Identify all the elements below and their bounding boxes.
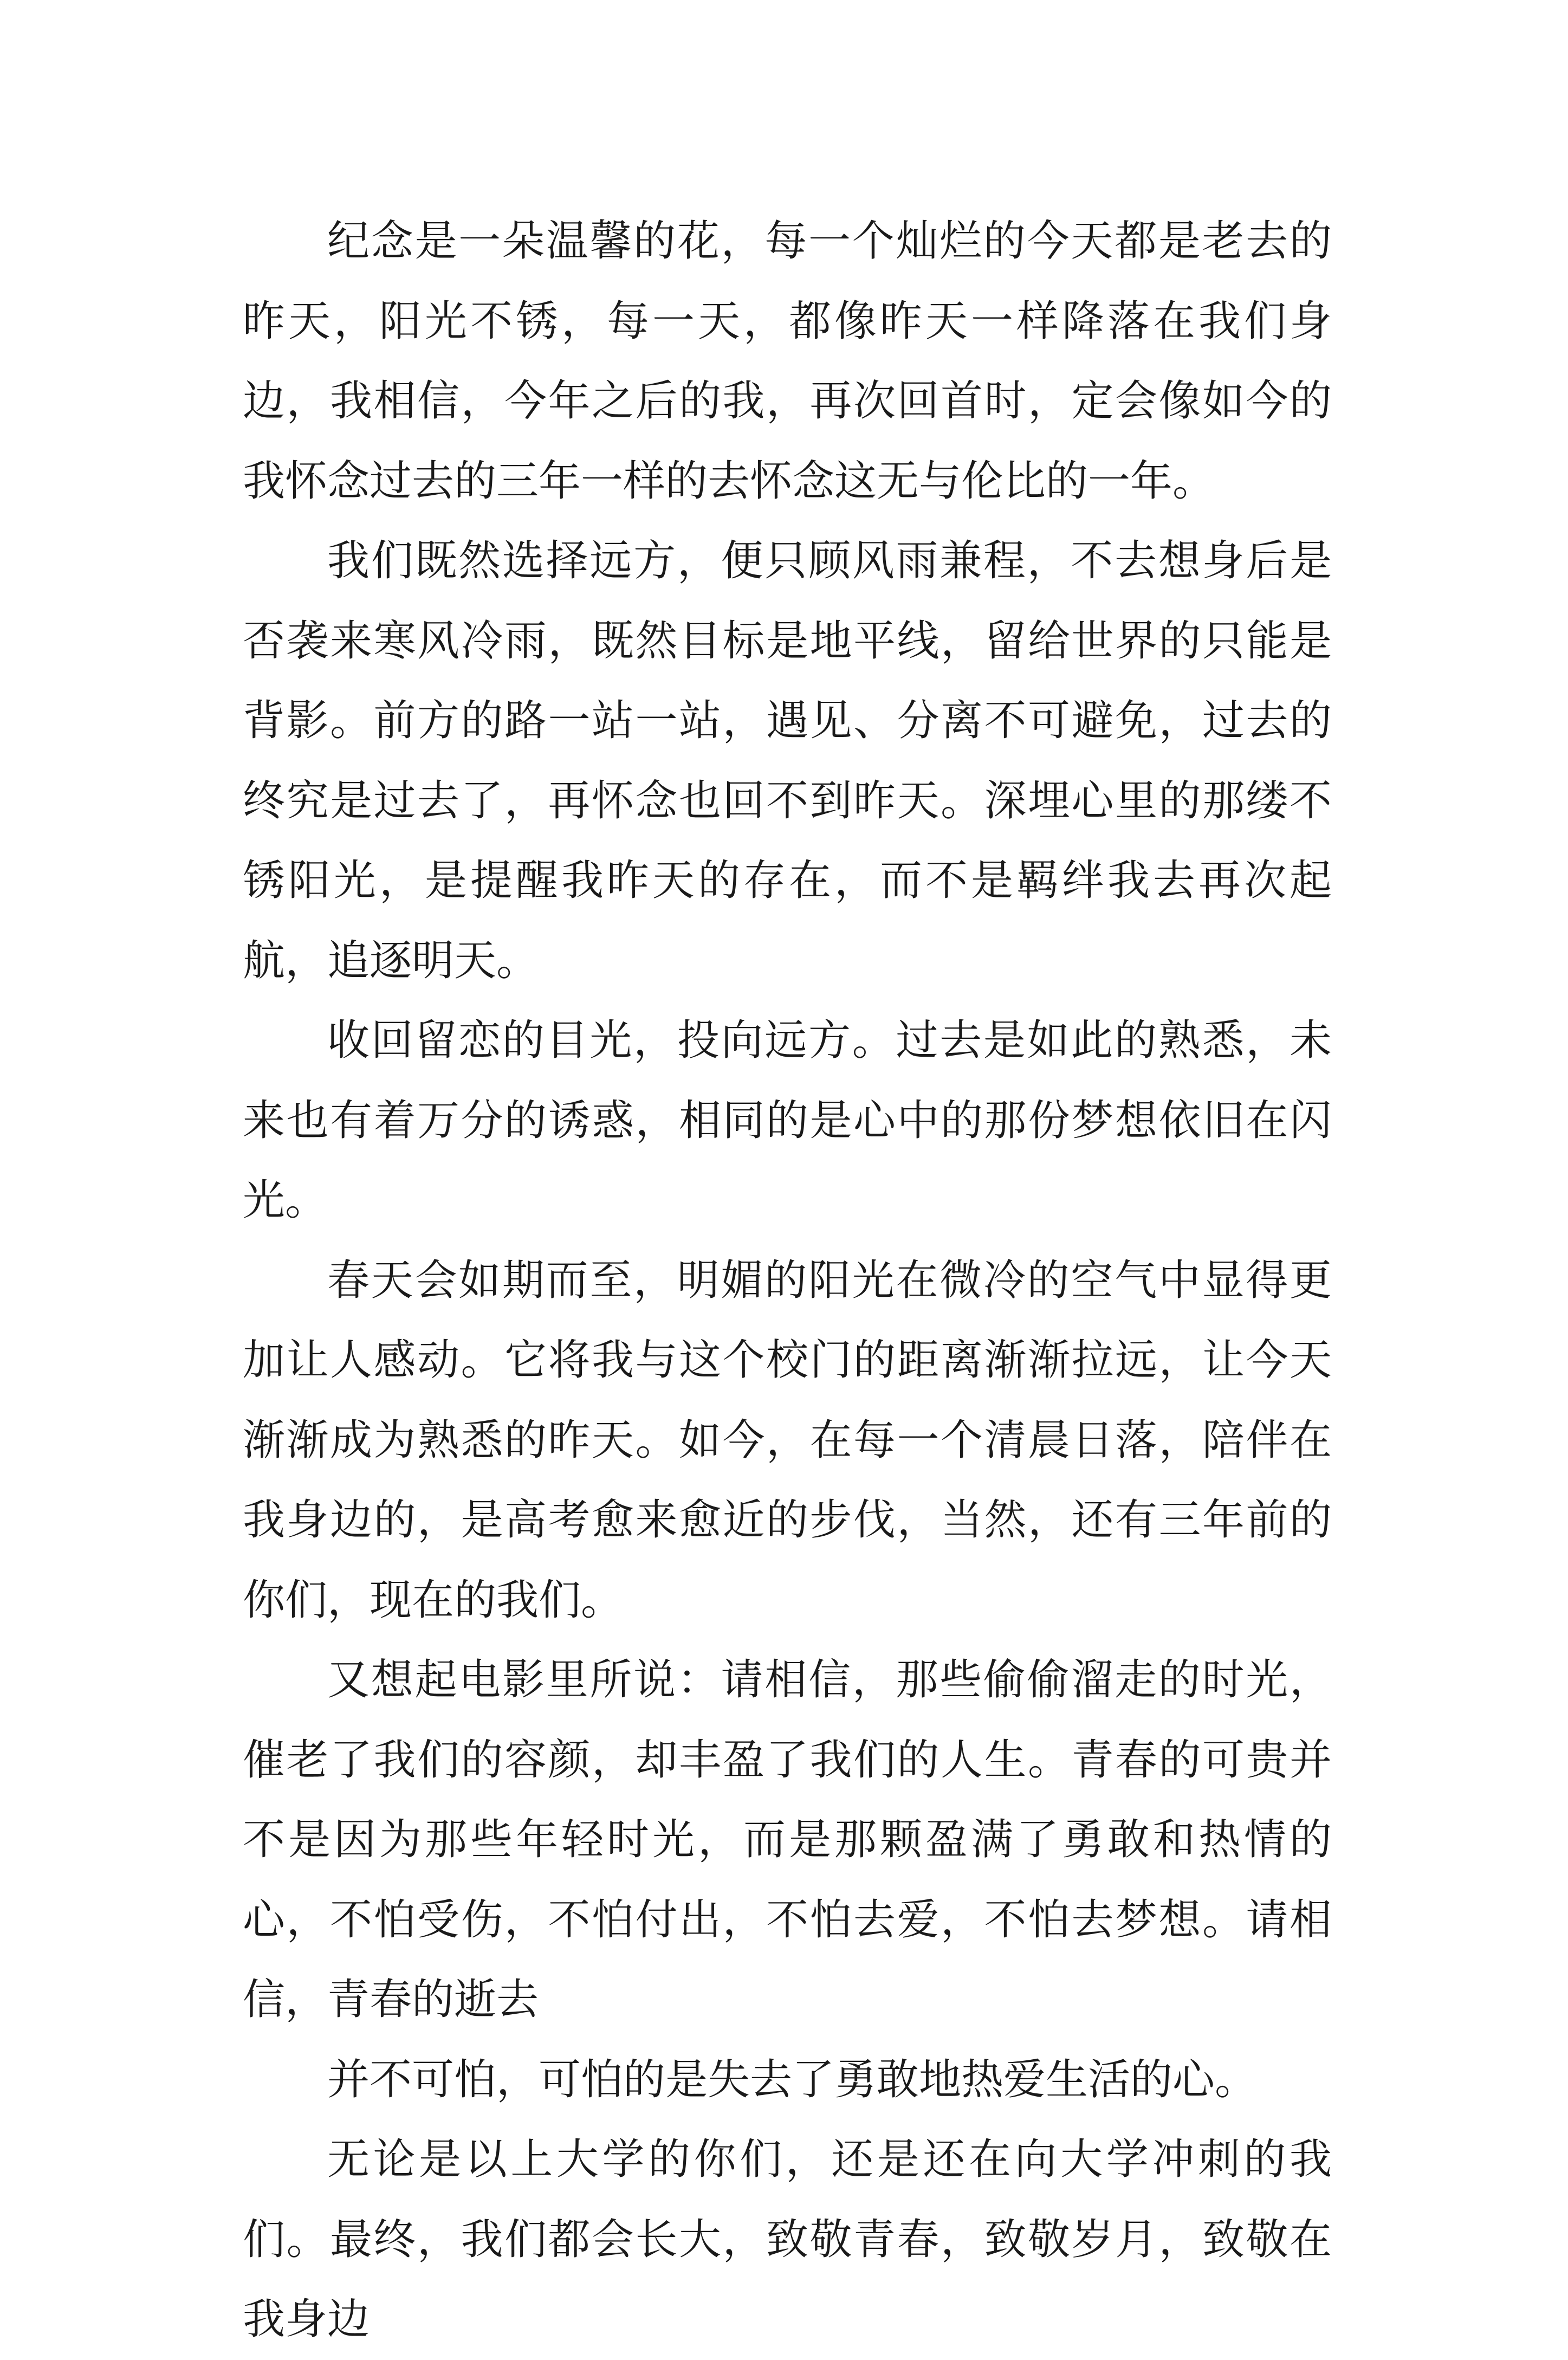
paragraph-6: 并不可怕，可怕的是失去了勇敢地热爱生活的心。: [327, 2055, 1258, 2104]
paragraph-5: 又想起电影里所说：请相信，那些偷偷溜走的时光，催老了我们的容颜，却丰盈了我们的人生。青春的可贵并不是因为那些年轻时光，而是那颗盈满了勇敢和热情的心，不怕受伤，不怕付出，不怕去爱，不怕去梦想。请相信，青春的逝去: [243, 1656, 1332, 2024]
paragraph-7: 无论是以上大学的你们，还是还在向大学冲刺的我们。最终，我们都会长大，致敬青春，致敬岁月，致敬在我身边: [243, 2135, 1332, 2344]
paragraph-4: 春天会如期而至，明媚的阳光在微冷的空气中显得更加让人感动。它将我与这个校门的距离渐渐拉远，让今天渐渐成为熟悉的昨天。如今，在每一个清晨日落，陪伴在我身边的，是高考愈来愈近的步伐，当然，还有三年前的你们，现在的我们。: [243, 1256, 1332, 1625]
paragraph-2: 我们既然选择远方，便只顾风雨兼程，不去想身后是否袭来寒风冷雨，既然目标是地平线，留给世界的只能是背影。前方的路一站一站，遇见、分离不可避免，过去的终究是过去了，再怀念也回不到昨天。深埋心里的那缕不锈阳光，是提醒我昨天的存在，而不是羁绊我去再次起航，追逐明天。: [243, 536, 1332, 985]
paragraph-1: 纪念是一朵温馨的花，每一个灿烂的今天都是老去的昨天，阳光不锈，每一天，都像昨天一样降落在我们身边，我相信，今年之后的我，再次回首时，定会像如今的我怀念过去的三年一样的去怀念这无与伦比的一年。: [243, 217, 1332, 506]
paragraph-3: 收回留恋的目光，投向远方。过去是如此的熟悉，未来也有着万分的诱惑，相同的是心中的那份梦想依旧在闪光。: [243, 1016, 1332, 1225]
body-text: [243, 202, 1332, 2360]
